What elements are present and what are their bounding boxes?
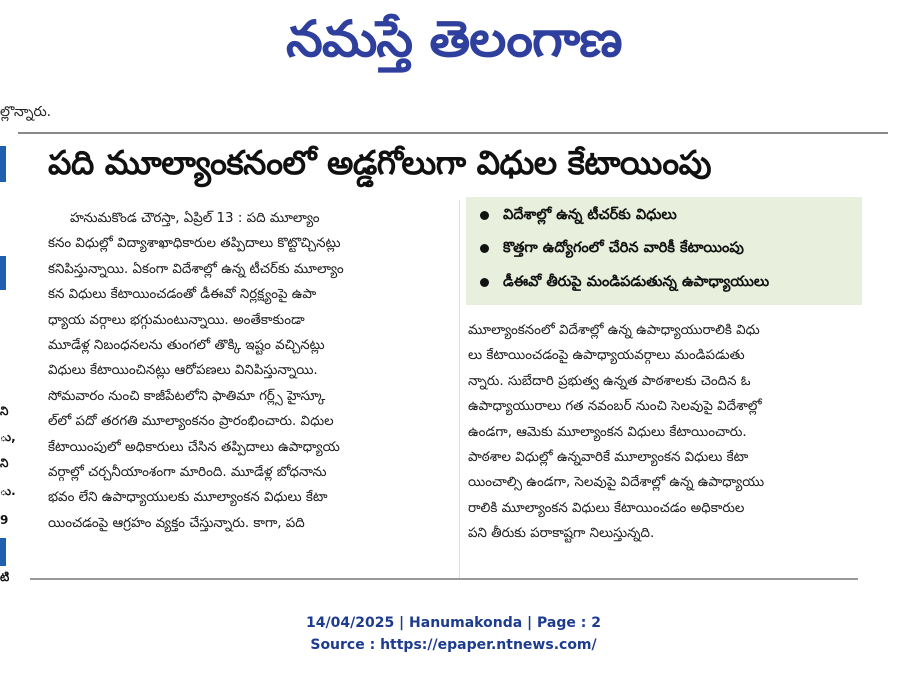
body-line: న్నారు. సుబేదారి ప్రభుత్వ ఉన్నత పాఠశాలకు చెందిన ఓ [468,373,751,389]
body-line: వర్గాల్లో చర్చనీయాంశంగా మారింది. మూడేళ్ల బోధనాను [48,465,327,481]
edge-chip [0,538,6,566]
edge-chip [0,146,6,182]
body-line: మూడేళ్ల నిబంధనలను తుంగలో తొక్కి ఇష్టం వచ్చినట్లు [48,338,325,354]
body-line: యించడంపై ఆగ్రహం వ్యక్తం చేస్తున్నారు. కాగా, పది [48,515,305,531]
highlight-text: విదేశాల్లో ఉన్న టీచర్‌కు విధులు [503,207,677,223]
highlight-text: కొత్తగా ఉద్యోగంలో చేరిన వారికీ కేటాయింపు [503,240,744,256]
body-line: విధులు కేటాయించినట్లు ఆరోపణలు వినిపిస్తున్నాయి. [48,363,318,379]
highlight-item [480,240,744,260]
edge-fragment: ు. [0,484,16,498]
body-line: మూల్యాంకనంలో విదేశాల్లో ఉన్న ఉపాధ్యాయురాలికి విధు [468,323,760,338]
body-line: కేటాయింపులో అధికారులు చేసిన తప్పిదాలు ఉపాధ్యాయ [48,439,340,455]
body-line: లు కేటాయించడంపై ఉపాధ్యాయవర్గాలు మండిపడుతు [468,348,745,364]
body-line: యించాల్సి ఉండగా, సెలవుపై విదేశాల్లో ఉన్న ఉపాధ్యాయు [468,475,765,491]
edge-fragment: ని [0,456,9,470]
body-line: పాఠశాల విధుల్లో ఉన్నవారికే మూల్యాంకన విధులు కేటా [468,450,749,466]
body-line: ఉపాధ్యాయురాలు గత నవంబర్ నుంచి సెలవుపై విదేశాల్లో [468,399,762,415]
article-body-left [48,206,454,536]
bullet-icon [480,211,489,220]
edge-fragment: ు, [0,430,16,444]
body-line: ధ్యాయ వర్గాలు భగ్గుమంటున్నాయి. అంతేకాకుండా [48,312,305,328]
article-body-right [468,318,868,547]
body-line: భవం లేని ఉపాధ్యాయులకు మూల్యాంకన విధులు కేటా [48,490,328,506]
article-headline [18,132,888,192]
footer-date-edition: 14/04/2025 | Hanumakonda | Page : 2 [306,615,601,631]
highlights-box [466,197,862,305]
body-line: రాలికి మూల్యాంకన విధులు కేటాయించడం అధికారుల [468,500,745,516]
headline-text: పది మూల్యాంకనంలో అడ్డగోలుగా విధుల కేటాయింపు [48,143,712,182]
highlight-item [480,274,769,294]
body-line: కనం విధుల్లో విద్యాశాఖాధికారుల తప్పిదాలు కొట్టొచ్చినట్లు [48,236,341,252]
bottom-rule [30,578,858,580]
body-line: ఉండగా, ఆమెకు మూల్యాంకన విధులు కేటాయించారు. [468,424,747,440]
bullet-icon [480,278,489,287]
previous-article-fragment: ల్లొన్నారు. [0,104,52,120]
masthead [0,0,907,82]
footer [0,612,907,656]
edge-chip [0,256,6,290]
highlight-item [480,207,677,227]
body-line: సోమవారం నుంచి కాజీపేటలోని ఫాతిమా గర్ల్స్ హైస్కూ [48,388,326,404]
body-line: కనిపిస్తున్నాయి. ఏకంగా విదేశాల్లో ఉన్న టీచర్‌కు మూల్యాం [48,261,344,277]
body-line: హనుమకొండ చౌరస్తా, ఏప్రిల్ 13 : పది మూల్యాం [70,211,320,226]
body-line: కన విధులు కేటాయించడంతో డీఈవో నిర్లక్ష్యంపై ఉపా [48,287,317,303]
column-divider [459,200,460,580]
highlight-text: డీఈవో తీరుపై మండిపడుతున్న ఉపాధ్యాయులు [503,274,770,290]
edge-fragment: టి [0,570,10,584]
body-line: పని తీరుకు పరాకాష్టగా నిలుస్తున్నది. [468,526,655,542]
footer-source-link[interactable]: Source : https://epaper.ntnews.com/ [310,637,597,653]
edge-fragment: ని [0,404,9,418]
newspaper-logo: నమస్తే తెలంగాణ [285,10,622,68]
bullet-icon [480,244,489,253]
body-line: ల్‌లో పదో తరగతి మూల్యాంకనం ప్రారంభించారు. విధుల [48,414,334,430]
edge-fragment: 9 [0,513,9,527]
